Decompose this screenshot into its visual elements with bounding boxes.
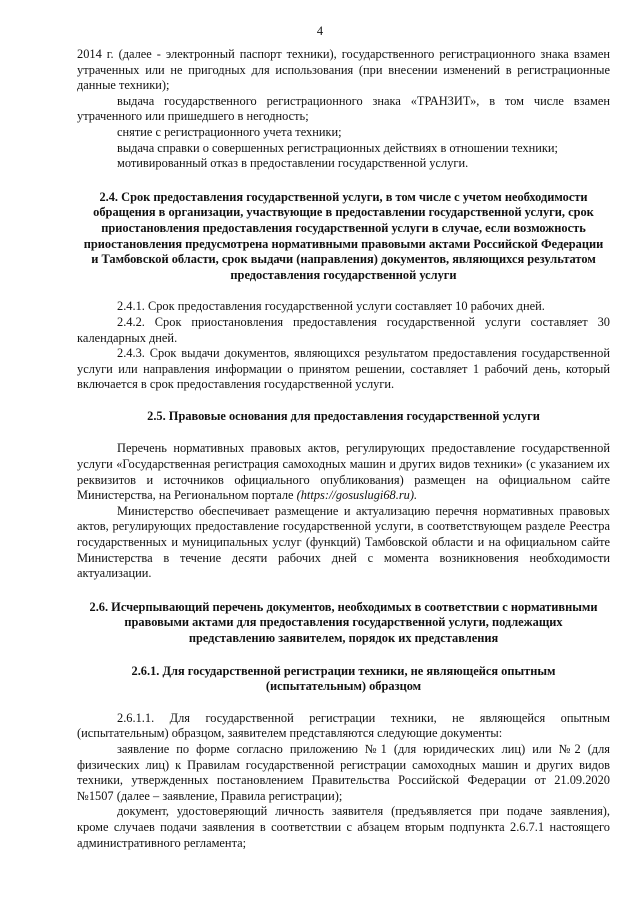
- section-2-6-1-subheading: 2.6.1. Для государственной регистрации техники, не являющейся опытным (испытательным) образцом: [131, 663, 556, 694]
- section-2-4-heading: 2.4. Срок предоставления государственной услуги, в том числе с учетом необходимости обращения в организации, участвующие в предоставлении государственной услуги, срок приостановления предоставления государственной услуги в случае, если возможность приостановления предусмотрена нормативными правовыми актами Российской Федерации и Тамбовской области, срок выдачи (направления) документов, являющихся результатом предоставления государственной услуги: [83, 189, 604, 282]
- section-2-4-paragraph-1: 2.4.1. Срок предоставления государственной услуги составляет 10 рабочих дней.: [117, 299, 545, 314]
- section-2-6-paragraph-2: заявление по форме согласно приложению №1 (для юридических лиц) или №2 (для физических лиц) к Правилам государственной регистрации самоходных машин и других видов техники, утвержденных постановлением Правительства Российской Федерации от 21.09.2020 №1507 (далее – заявление, Правила регистрации);: [77, 741, 610, 803]
- page-content: [77, 47, 610, 851]
- section-2-6-paragraph-1: 2.6.1.1. Для государственной регистрации техники, не являющейся опытным (испытательным) образцом, заявителем представляются следующие документы:: [77, 710, 610, 741]
- intro-paragraph-3: снятие с регистрационного учета техники;: [117, 124, 342, 139]
- section-2-5-paragraph-2: Министерство обеспечивает размещение и актуализацию перечня нормативных правовых актов, регулирующих предоставление государственной услуги, в соответствующем разделе Реестра государственных и муниципальных услуг (функций) Тамбовской области и на официальном сайте Министерства в течение десяти рабочих дней с момента возникновения необходимости актуализации.: [77, 503, 610, 581]
- intro-paragraph-2: выдача государственного регистрационного знака «ТРАНЗИТ», в том числе взамен утраченного или пришедшего в негодность;: [77, 93, 610, 124]
- regional-portal-link: (https://gosuslugi68.ru).: [296, 488, 418, 503]
- page-number: 4: [316, 24, 324, 38]
- section-2-5-paragraph-1: [77, 441, 610, 503]
- section-2-5-heading: 2.5. Правовые основания для предоставления государственной услуги: [147, 408, 540, 423]
- intro-paragraph-4: выдача справки о совершенных регистрационных действиях в отношении техники;: [117, 140, 558, 155]
- section-2-4-paragraph-2: 2.4.2. Срок приостановления предоставления государственной услуги составляет 30 календарных дней.: [77, 314, 610, 345]
- section-2-5-paragraph-1-text: Перечень нормативных правовых актов, регулирующих предоставление государственной услуги «Государственная регистрация самоходных машин и других видов техники» (с указанием их реквизитов и источников официального опубликования) размещен на официальном сайте Министерства, на Региональном портале: [77, 441, 610, 503]
- section-2-6-paragraph-3: документ, удостоверяющий личность заявителя (предъявляется при подаче заявления), кроме случаев подачи заявления в соответствии с абзацем вторым подпункта 2.6.7.1 настоящего административного регламента;: [77, 804, 610, 850]
- intro-paragraph-1: 2014 г. (далее - электронный паспорт техники), государственного регистрационного знака взамен утраченных или не пригодных для использования (при внесении изменений в регистрационные данные техники);: [77, 47, 610, 93]
- section-2-6-heading: 2.6. Исчерпывающий перечень документов, необходимых в соответствии с нормативными правовыми актами для предоставления государственной услуги, подлежащих представлению заявителем, порядок их представления: [89, 599, 598, 645]
- intro-paragraph-5: мотивированный отказ в предоставлении государственной услуги.: [117, 156, 469, 171]
- section-2-4-paragraph-3: 2.4.3. Срок выдачи документов, являющихся результатом предоставления государственной услуги или направления информации о принятом решении, составляет 1 рабочий день, который включается в срок предоставления государственной услуги.: [77, 346, 610, 392]
